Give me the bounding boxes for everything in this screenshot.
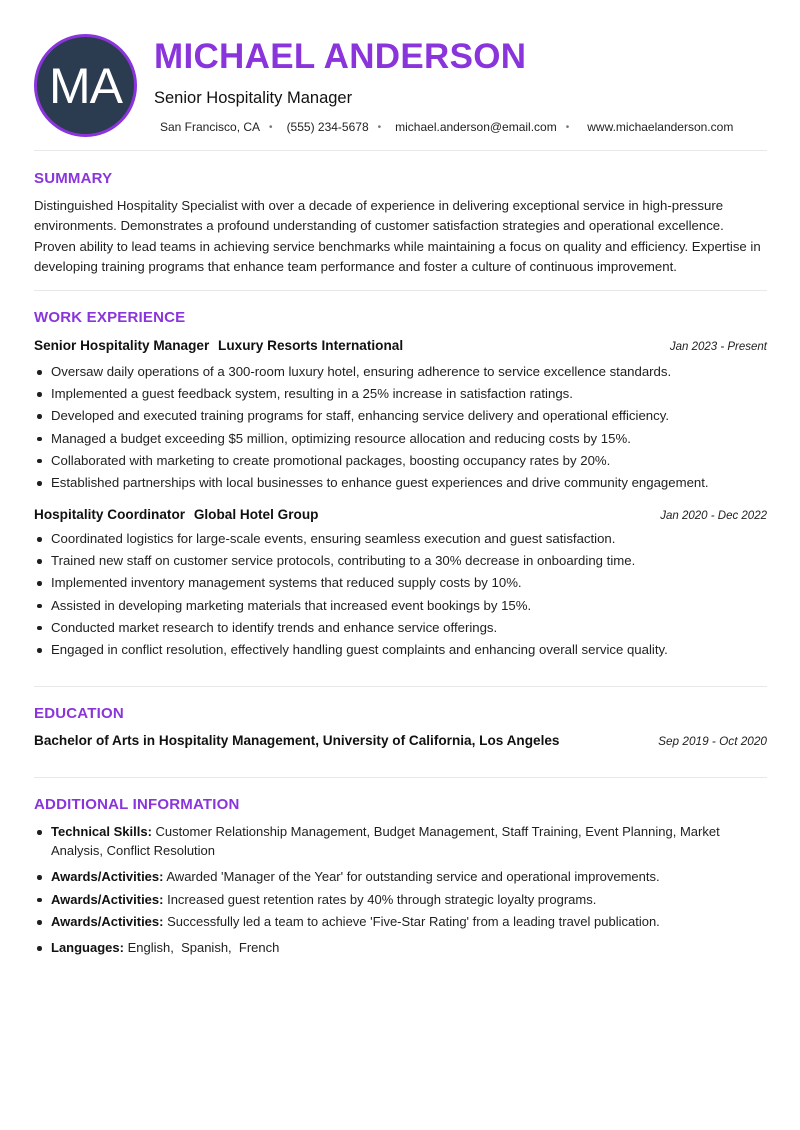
- job-company: Global Hotel Group: [193, 507, 319, 522]
- section-divider: [34, 777, 767, 778]
- job-company: Luxury Resorts International: [218, 338, 404, 353]
- list-item: Managed a budget exceeding $5 million, optimizing resource allocation and reducing costs by 15%.: [34, 428, 767, 450]
- experience-heading: WORK EXPERIENCE: [34, 309, 186, 326]
- list-item: Engaged in conflict resolution, effectively handling guest complaints and enhancing overall service quality.: [34, 639, 767, 661]
- job-header: [34, 338, 767, 353]
- item-text: English, Spanish, French: [127, 940, 280, 955]
- resume-header: [34, 0, 767, 150]
- item-text: Successfully led a team to achieve 'Five-Star Rating' from a leading travel publication.: [167, 914, 660, 929]
- contact-phone[interactable]: (555) 234-5678: [286, 120, 369, 134]
- item-label: Languages:: [51, 940, 124, 955]
- item-label: Awards/Activities:: [51, 891, 164, 907]
- list-item: [34, 890, 767, 909]
- list-item: [34, 938, 767, 957]
- contact-bar: [160, 120, 733, 134]
- job-title: Hospitality Coordinator: [34, 507, 186, 522]
- section-divider: [34, 686, 767, 687]
- list-item: Coordinated logistics for large-scale events, ensuring seamless execution and guest satisfaction.: [34, 528, 767, 550]
- education-dates: Sep 2019 - Oct 2020: [658, 734, 767, 748]
- item-text: Customer Relationship Management, Budget Management, Staff Training, Event Planning, Market Analysis, Conflict Resolution: [51, 824, 720, 858]
- job-header: [34, 507, 767, 522]
- resume-page: [34, 0, 767, 955]
- job-bullets: [34, 361, 767, 494]
- list-item: Implemented inventory management systems that reduced supply costs by 10%.: [34, 572, 767, 594]
- job-dates: Jan 2020 - Dec 2022: [660, 510, 767, 522]
- job-dates: Jan 2023 - Present: [669, 341, 767, 353]
- item-label: Technical Skills:: [51, 824, 152, 839]
- list-item: Implemented a guest feedback system, resulting in a 25% increase in satisfaction ratings.: [34, 383, 767, 405]
- summary-heading: SUMMARY: [34, 170, 113, 187]
- item-label: Awards/Activities:: [51, 914, 164, 929]
- list-item: Conducted market research to identify trends and enhance service offerings.: [34, 617, 767, 639]
- job-title: Senior Hospitality Manager: [34, 338, 210, 353]
- candidate-title: Senior Hospitality Manager: [154, 89, 353, 107]
- list-item: Oversaw daily operations of a 300-room luxury hotel, ensuring adherence to service excellence standards.: [34, 361, 767, 383]
- additional-list: [34, 822, 767, 961]
- summary-text: Distinguished Hospitality Specialist with over a decade of experience in delivering exceptional service in high-pressure environments. Demonstrates a profound understanding of customer satisfaction strategies and operational excellence. Proven ability to lead teams in achieving service benchmarks while maintaining a focus on quality and efficiency. Expertise in developing training programs that enhance team performance and foster a culture of continuous improvement.: [34, 198, 761, 274]
- list-item: Trained new staff on customer service protocols, contributing to a 30% decrease in onboarding time.: [34, 550, 767, 572]
- job-title-line: [34, 338, 403, 353]
- avatar-initials: MA: [49, 57, 122, 114]
- education-entry: [34, 733, 767, 748]
- separator-dot-icon: •: [269, 121, 273, 133]
- contact-website[interactable]: www.michaelanderson.com: [587, 120, 734, 134]
- item-text: Increased guest retention rates by 40% through strategic loyalty programs.: [167, 891, 597, 907]
- candidate-name: MICHAEL ANDERSON: [154, 37, 527, 76]
- separator-dot-icon: •: [565, 121, 570, 133]
- education-degree: Bachelor of Arts in Hospitality Management, University of California, Los Angeles: [34, 733, 560, 748]
- contact-location: San Francisco, CA: [160, 120, 261, 134]
- list-item: [34, 912, 767, 931]
- contact-email[interactable]: michael.anderson@email.com: [395, 120, 557, 134]
- section-divider: [34, 290, 767, 291]
- list-item: Assisted in developing marketing materials that increased event bookings by 15%.: [34, 595, 767, 617]
- list-item: [34, 822, 767, 860]
- item-text: Awarded 'Manager of the Year' for outstanding service and operational improvements.: [166, 869, 660, 884]
- item-label: Awards/Activities:: [51, 869, 164, 884]
- avatar: [34, 34, 137, 137]
- list-item: [34, 867, 767, 886]
- list-item: Collaborated with marketing to create promotional packages, boosting occupancy rates by 20%.: [34, 450, 767, 472]
- additional-heading: ADDITIONAL INFORMATION: [34, 796, 240, 813]
- separator-dot-icon: •: [377, 121, 382, 133]
- list-item: Developed and executed training programs for staff, enhancing service delivery and operational efficiency.: [34, 405, 767, 427]
- job-bullets: [34, 528, 767, 661]
- section-divider: [34, 150, 767, 151]
- list-item: Established partnerships with local businesses to enhance guest experiences and drive community engagement.: [34, 472, 767, 494]
- job-title-line: [34, 507, 318, 522]
- education-heading: EDUCATION: [34, 705, 124, 722]
